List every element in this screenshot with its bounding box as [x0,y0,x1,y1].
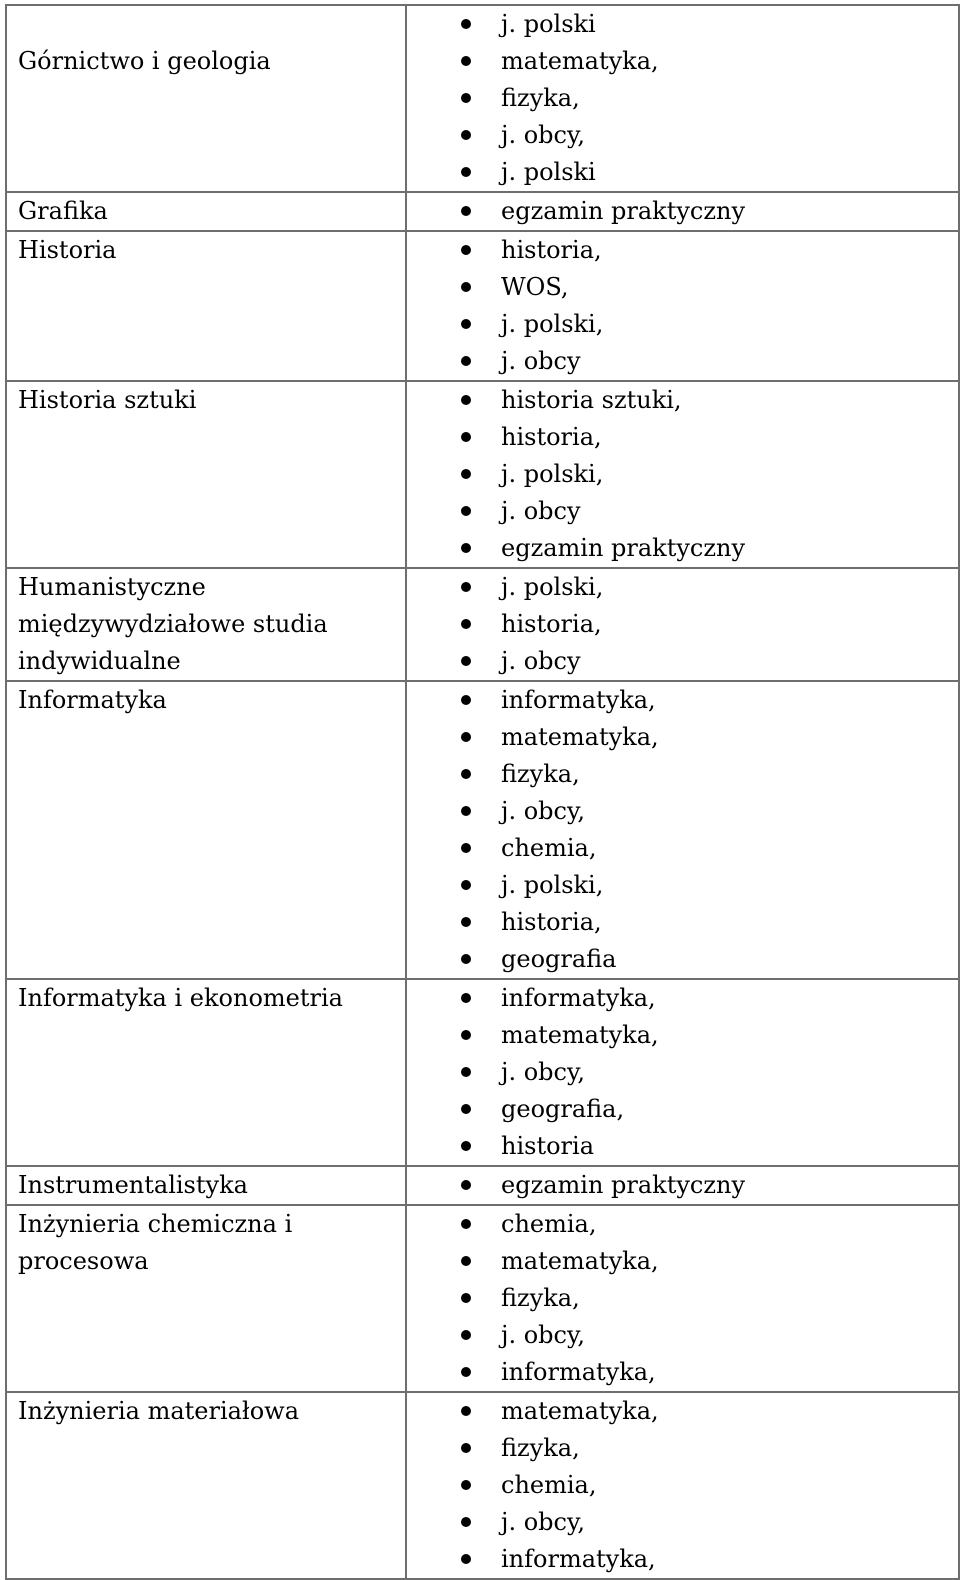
bullet-icon [461,1517,471,1527]
bullet-icon [461,282,471,292]
subject-label: j. polski, [501,573,604,601]
subject-label: historia, [501,236,602,264]
subject-label: informatyka, [501,1358,656,1386]
bullet-icon [461,245,471,255]
list-item [407,419,958,456]
table-row [6,381,959,568]
subject-label: j. polski [501,10,596,38]
subjects-list [407,1206,958,1391]
subject-label: matematyka, [501,1247,659,1275]
bullet-icon [461,19,471,29]
list-item [407,493,958,530]
list-item [407,904,958,941]
bullet-icon [461,1180,471,1190]
list-item [407,1393,958,1430]
subjects-list [407,1167,958,1204]
required-subjects-cell [406,979,959,1166]
field-of-study-name: międzywydziałowe studia [18,610,328,638]
field-of-study-name: Grafika [18,197,108,225]
bullet-icon [461,695,471,705]
bullet-icon [461,806,471,816]
list-item [407,682,958,719]
list-item [407,1128,958,1165]
subject-label: informatyka, [501,984,656,1012]
subject-label: chemia, [501,834,597,862]
table-row [6,1205,959,1392]
subject-label: matematyka, [501,47,659,75]
list-item [407,456,958,493]
list-item [407,1354,958,1391]
subjects-list [407,980,958,1165]
subject-label: j. obcy, [501,121,585,149]
bullet-icon [461,1406,471,1416]
required-subjects-cell [406,192,959,231]
list-item [407,1167,958,1204]
subject-label: j. obcy [501,647,581,675]
required-subjects-cell [406,381,959,568]
bullet-icon [461,619,471,629]
subject-label: historia, [501,908,602,936]
bullet-icon [461,130,471,140]
subject-label: matematyka, [501,1397,659,1425]
field-of-study-cell [6,5,406,192]
subject-label: historia, [501,610,602,638]
bullet-icon [461,356,471,366]
list-item [407,382,958,419]
list-item [407,980,958,1017]
bullet-icon [461,732,471,742]
list-item [407,1054,958,1091]
table-row [6,681,959,979]
subject-label: j. obcy, [501,797,585,825]
subject-label: fizyka, [501,84,580,112]
bullet-icon [461,1293,471,1303]
list-item [407,530,958,567]
subject-label: informatyka, [501,686,656,714]
subject-label: matematyka, [501,1021,659,1049]
list-item [407,117,958,154]
subject-label: fizyka, [501,1284,580,1312]
list-item [407,154,958,191]
list-item [407,1017,958,1054]
field-of-study-cell [6,979,406,1166]
bullet-icon [461,1104,471,1114]
subject-label: egzamin praktyczny [501,534,746,562]
field-of-study-cell [6,381,406,568]
table-body [6,5,959,1579]
list-item [407,1317,958,1354]
bullet-icon [461,1554,471,1564]
list-item [407,1541,958,1578]
bullet-icon [461,1367,471,1377]
subject-label: historia sztuki, [501,386,682,414]
document-page [5,4,960,1580]
list-item [407,643,958,680]
bullet-icon [461,56,471,66]
required-subjects-cell [406,1166,959,1205]
field-of-study-name: Historia sztuki [18,386,197,414]
required-subjects-cell [406,1205,959,1392]
list-item [407,1091,958,1128]
list-item [407,606,958,643]
subject-label: egzamin praktyczny [501,1171,746,1199]
list-item [407,756,958,793]
subject-label: historia [501,1132,594,1160]
list-item [407,1504,958,1541]
subject-label: j. obcy, [501,1321,585,1349]
subject-label: WOS, [501,273,569,301]
subjects-list [407,232,958,380]
table-row [6,231,959,381]
bullet-icon [461,432,471,442]
admission-subjects-table [5,4,960,1580]
bullet-icon [461,506,471,516]
bullet-icon [461,954,471,964]
bullet-icon [461,1141,471,1151]
list-item [407,793,958,830]
table-row [6,979,959,1166]
list-item [407,941,958,978]
subjects-list [407,382,958,567]
subject-label: j. obcy [501,497,581,525]
list-item [407,719,958,756]
bullet-icon [461,1067,471,1077]
subject-label: egzamin praktyczny [501,197,746,225]
list-item [407,80,958,117]
subjects-list [407,569,958,680]
table-row [6,1392,959,1579]
field-of-study-name: Inżynieria chemiczna i [18,1210,293,1238]
list-item [407,1467,958,1504]
list-item [407,43,958,80]
field-of-study-cell [6,1166,406,1205]
table-row [6,568,959,681]
list-item [407,867,958,904]
list-item [407,569,958,606]
bullet-icon [461,206,471,216]
list-item [407,1243,958,1280]
subject-label: j. polski, [501,310,604,338]
field-of-study-name: Humanistyczne [18,573,206,601]
field-of-study-name: Górnictwo i geologia [18,47,271,75]
field-of-study-cell [6,681,406,979]
list-item [407,1280,958,1317]
bullet-icon [461,917,471,927]
field-of-study-cell [6,1205,406,1392]
bullet-icon [461,1480,471,1490]
subject-label: historia, [501,423,602,451]
required-subjects-cell [406,568,959,681]
field-of-study-cell [6,192,406,231]
bullet-icon [461,993,471,1003]
bullet-icon [461,880,471,890]
bullet-icon [461,1030,471,1040]
subject-label: informatyka, [501,1545,656,1573]
bullet-icon [461,395,471,405]
list-item [407,830,958,867]
field-of-study-name: Informatyka [18,686,167,714]
list-item [407,1430,958,1467]
bullet-icon [461,1330,471,1340]
table-row [6,5,959,192]
list-item [407,306,958,343]
bullet-icon [461,1256,471,1266]
field-of-study-name: indywidualne [18,647,181,675]
subject-label: fizyka, [501,760,580,788]
subject-label: j. polski [501,158,596,186]
field-of-study-name: procesowa [18,1247,149,1275]
subject-label: chemia, [501,1471,597,1499]
subject-label: geografia, [501,1095,625,1123]
field-of-study-cell [6,568,406,681]
list-item [407,232,958,269]
subjects-list [407,6,958,191]
list-item [407,343,958,380]
bullet-icon [461,1219,471,1229]
table-row [6,192,959,231]
bullet-icon [461,469,471,479]
subject-label: j. polski, [501,871,604,899]
bullet-icon [461,769,471,779]
bullet-icon [461,582,471,592]
required-subjects-cell [406,1392,959,1579]
list-item [407,193,958,230]
list-item [407,1206,958,1243]
required-subjects-cell [406,681,959,979]
field-of-study-cell [6,231,406,381]
required-subjects-cell [406,231,959,381]
list-item [407,269,958,306]
subject-label: j. obcy, [501,1058,585,1086]
table-row [6,1166,959,1205]
subject-label: j. obcy, [501,1508,585,1536]
bullet-icon [461,543,471,553]
field-of-study-name: Inżynieria materiałowa [18,1397,300,1425]
subject-label: geografia [501,945,617,973]
subjects-list [407,193,958,230]
bullet-icon [461,319,471,329]
field-of-study-name: Historia [18,236,117,264]
bullet-icon [461,93,471,103]
list-item [407,6,958,43]
field-of-study-name: Instrumentalistyka [18,1171,248,1199]
subject-label: j. obcy [501,347,581,375]
subjects-list [407,682,958,978]
field-of-study-name: Informatyka i ekonometria [18,984,343,1012]
subject-label: fizyka, [501,1434,580,1462]
bullet-icon [461,656,471,666]
subject-label: chemia, [501,1210,597,1238]
subjects-list [407,1393,958,1578]
subject-label: j. polski, [501,460,604,488]
required-subjects-cell [406,5,959,192]
bullet-icon [461,167,471,177]
bullet-icon [461,843,471,853]
subject-label: matematyka, [501,723,659,751]
field-of-study-cell [6,1392,406,1579]
bullet-icon [461,1443,471,1453]
